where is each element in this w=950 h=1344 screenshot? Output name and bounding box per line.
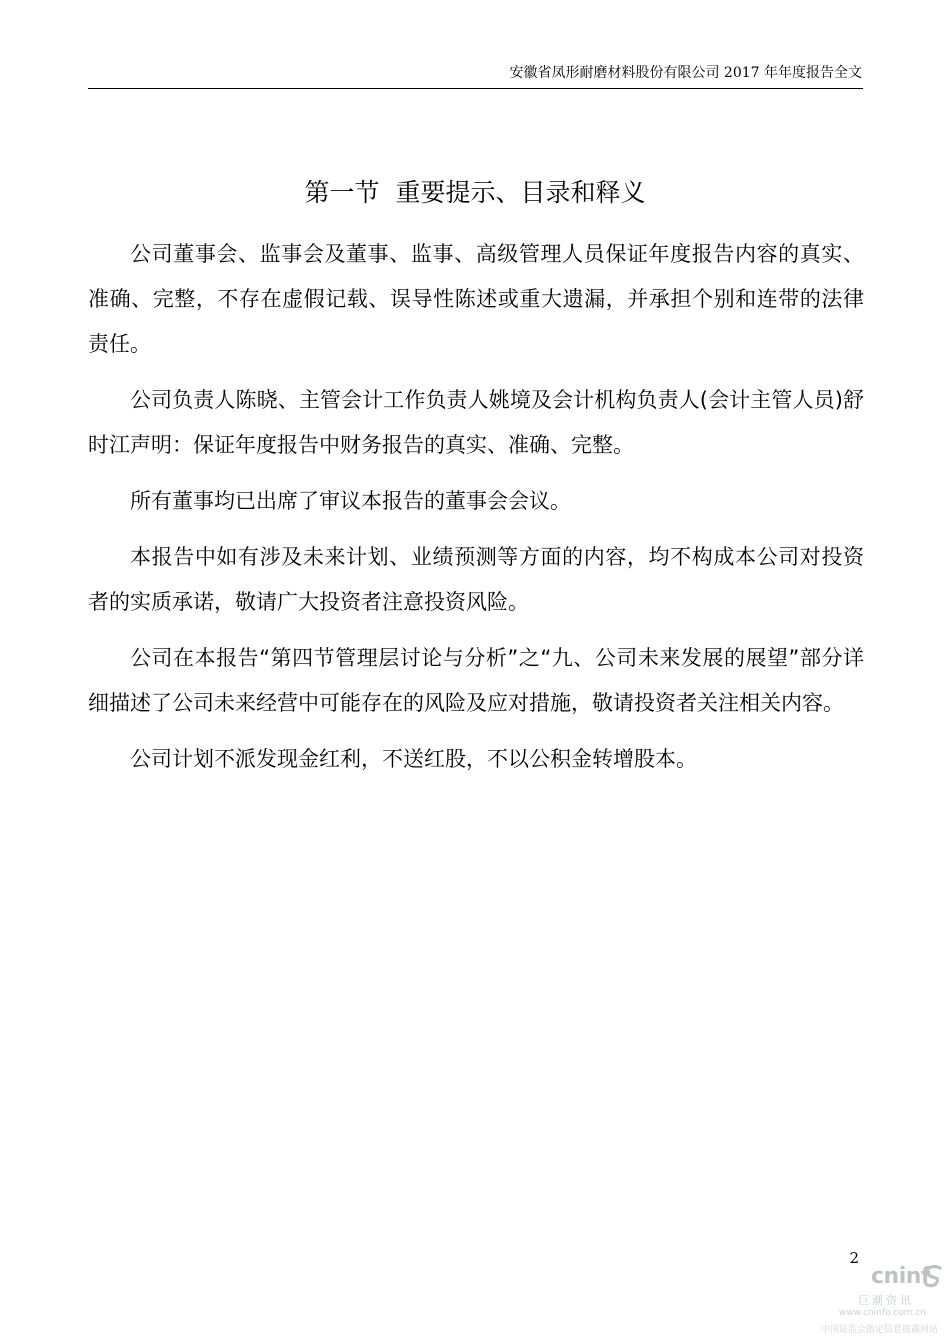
paragraph-directors-attendance: 所有董事均已出席了审议本报告的董事会会议。 <box>130 489 571 513</box>
paragraph-board-guarantee: 公司董事会、监事会及董事、监事、高级管理人员保证年度报告内容的真实、准确、完整，不存在虚假记载、误导性陈述或重大遗漏，并承担个别和连带的法律责任。 <box>88 242 864 356</box>
cninfo-watermark <box>820 1262 944 1338</box>
paragraph-risk-reference: 公司在本报告“第四节管理层讨论与分析”之“九、公司未来发展的展望”部分详细描述了公司未来经营中可能存在的风险及应对措施，敬请投资者关注相关内容。 <box>88 646 864 715</box>
page-number: 2 <box>849 1249 859 1267</box>
watermark-sub-text: 巨潮资讯 <box>858 1294 914 1307</box>
paragraph-forward-looking: 本报告中如有涉及未来计划、业绩预测等方面的内容，均不构成本公司对投资者的实质承诺，敬请广大投资者注意投资风险。 <box>88 545 864 614</box>
watermark-org: 中国证监会指定信息披露网站 <box>820 1325 938 1335</box>
paragraph-responsible-persons: 公司负责人陈晓、主管会计工作负责人姚境及会计机构负责人(会计主管人员)舒时江声明：保证年度报告中财务报告的真实、准确、完整。 <box>88 388 864 457</box>
paragraph-dividend-plan: 公司计划不派发现金红利，不送红股，不以公积金转增股本。 <box>130 747 697 771</box>
watermark-url: www.cninfo.com.cn <box>838 1308 926 1318</box>
header-rule <box>88 88 863 89</box>
running-header: 安徽省凤形耐磨材料股份有限公司 2017 年年度报告全文 <box>509 65 862 81</box>
cninfo-swirl-icon <box>922 1262 944 1292</box>
section-title: 第一节 重要提示、目录和释义 <box>304 177 646 207</box>
body-text <box>88 232 864 793</box>
watermark-logo-text: cninf <box>871 1264 930 1289</box>
